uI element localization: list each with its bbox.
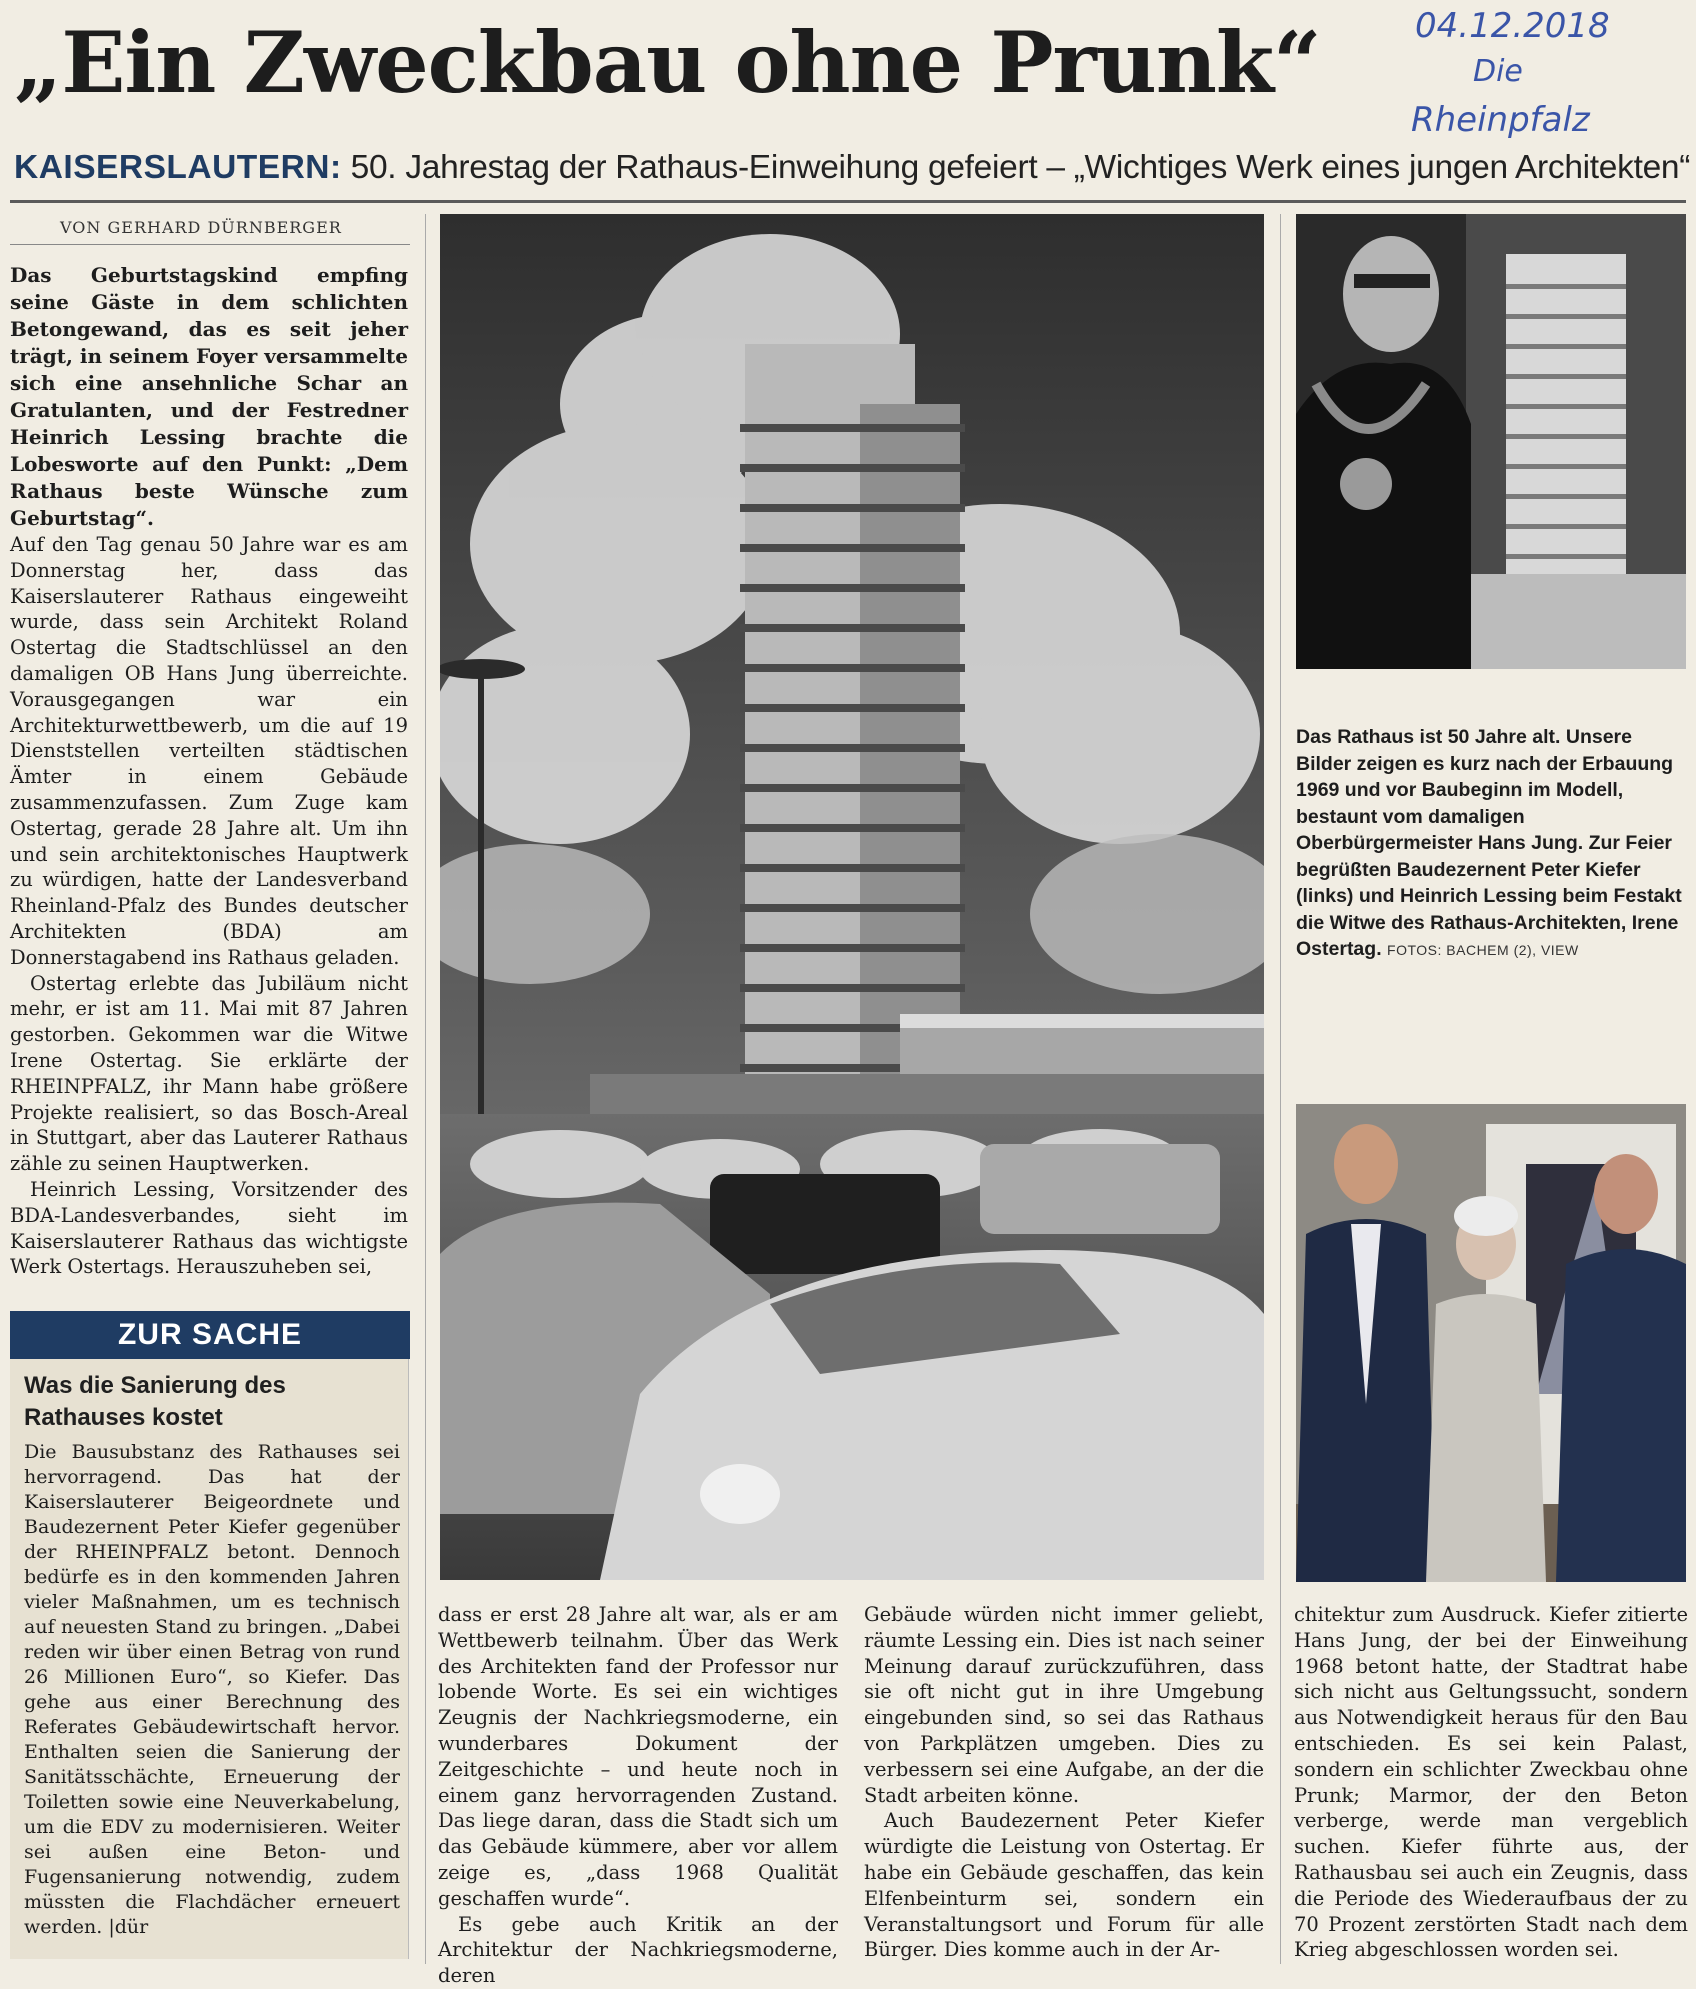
column-1-paragraph-3: Heinrich Lessing, Vorsitzender des BDA-Landesverbandes, sieht im Kaiserslauterer Rathaus das wichtigste Werk Ostertags. Herauszuheben sei,	[10, 1177, 408, 1279]
handwritten-source-line2: Rheinpfalz	[1411, 100, 1590, 140]
column-1	[10, 532, 408, 1280]
column-4	[1294, 1602, 1688, 1963]
kicker: KAISERSLAUTERN:	[14, 149, 342, 186]
column-4-paragraph-1: chitektur zum Ausdruck. Kiefer zitierte Hans Jung, der bei der Einweihung 1968 betont hatte, der Stadtrat habe sich nicht aus Geltungssucht, sondern aus Notwendigkeit heraus für den Bau entschieden. Es sei kein Palast, sondern ein schlichter Zweckbau ohne Prunk; Marmor, der den Beton verberge, werde man vergeblich suchen. Kiefer führte aus, der Rathausbau sei auch ein Zeugnis, dass die Periode des Wiederaufbaus der zu 70 Prozent zerstörten Stadt nach dem Krieg abgeschlossen worden sei.	[1294, 1603, 1688, 1962]
column-2-paragraph-2: Es gebe auch Kritik an der Architektur der Nachkriegsmoderne, deren	[438, 1912, 838, 1988]
lead-paragraph: Das Geburtstagskind empfing seine Gäste in dem schlichten Betongewand, das es seit jeher trägt, in seinem Foyer versammelte sich eine ansehnliche Schar an Gratulanten, und der Festredner Heinrich Lessing brachte die Lobesworte auf den Punkt: „Dem Rathaus beste Wünsche zum Geburtstag“.	[10, 263, 408, 530]
column-3-paragraph-2: Auch Baudezernent Peter Kiefer würdigte die Leistung von Ostertag. Er habe ein Gebäude geschaffen, das kein Elfenbeinturm sei, sondern ein Veranstaltungsort und Forum für alle Bürger. Dies komme auch in der Ar-	[864, 1809, 1264, 1962]
column-2	[438, 1602, 838, 1989]
photo-credit: FOTOS: BACHEM (2), VIEW	[1387, 942, 1579, 958]
column-divider-2	[1280, 214, 1281, 1964]
column-3-paragraph-1: Gebäude würden nicht immer geliebt, räumte Lessing ein. Dies ist nach seiner Meinung darauf zurückzuführen, dass sie oft nicht gut in ihre Umgebung eingebunden sind, so sei das Rathaus von Parkplätzen umgeben. Dies zu verbessern sei eine Aufgabe, an der die Stadt arbeiten könne.	[864, 1603, 1264, 1807]
photo-rathaus-1969	[440, 214, 1264, 1580]
sidebar-text: Die Bausubstanz des Rathauses sei hervorragend. Das hat der Kaiserslauterer Beigeordnete und Baudezernent Peter Kiefer gegenüber der RHEINPFALZ betont. Dennoch bedürfe es in den kommenden Jahren vieler Maßnahmen, um es technisch auf neuesten Stand zu bringen. „Dabei reden wir über einen Betrag von rund 26 Millionen Euro“, so Kiefer. Das gehe aus einer Berechnung des Referates Gebäudewirtschaft hervor. Enthalten seien die Sanierung der Sanitätsschächte, Erneuerung der Toiletten sowie eine Neuverkabelung, um die EDV zu modernisieren. Weiter sei außen eine Beton- und Fugensanierung notwendig, zudem müssten die Flachdächer erneuert werden. |dür	[24, 1441, 400, 1938]
sidebar-header: ZUR SACHE	[10, 1311, 410, 1359]
subheadline	[14, 146, 1691, 190]
column-1-paragraph-2: Ostertag erlebte das Jubiläum nicht mehr, er ist am 11. Mai mit 87 Jahren gestorben. Gekommen war die Witwe Irene Ostertag. Sie erklärte der RHEINPFALZ, ihr Mann habe größere Projekte realisiert, so das Bosch-Areal in Stuttgart, aber das Lauterer Rathaus zähle zu seinen Hauptwerken.	[10, 971, 408, 1176]
handwritten-note	[1395, 6, 1685, 146]
byline-rule	[10, 244, 410, 245]
header-rule	[10, 200, 1686, 203]
column-2-paragraph-1: dass er erst 28 Jahre alt war, als er am Wettbewerb teilnahm. Über das Werk des Architekten fand der Professor nur lobende Worte. Es sei ein wichtiges Zeugnis der Nachkriegsmoderne, ein wunderbares Dokument der Zeitgeschichte – und heute noch in einem ganz hervorragenden Zustand. Das liege daran, dass die Stadt sich um das Gebäude kümmere, aber vor allem zeige es, „dass 1968 Qualität geschaffen wurde“.	[438, 1603, 838, 1910]
column-3	[864, 1602, 1264, 1963]
subheadline-text: 50. Jahrestag der Rathaus-Einweihung gefeiert – „Wichtiges Werk eines jungen Architekten“	[350, 149, 1691, 186]
handwritten-date: 04.12.2018	[1415, 6, 1610, 46]
headline: „Ein Zweckbau ohne Prunk“	[14, 13, 1321, 112]
byline: VON GERHARD DÜRNBERGER	[60, 218, 342, 237]
handwritten-source-line1: Die	[1473, 54, 1523, 89]
photo-ceremony-guests	[1296, 1104, 1686, 1582]
column-divider-1	[425, 214, 426, 1964]
caption-text: Das Rathaus ist 50 Jahre alt. Unsere Bilder zeigen es kurz nach der Erbauung 1969 und vor Baubeginn im Modell, bestaunt vom damaligen Oberbürgermeister Hans Jung. Zur Feier begrüßten Baudezernent Peter Kiefer (links) und Heinrich Lessing beim Festakt die Witwe des Rathaus-Architekten, Irene Ostertag.	[1296, 726, 1682, 960]
photo-caption	[1296, 724, 1686, 964]
sidebar-title: Was die Sanierung des Rathauses kostet	[24, 1372, 286, 1431]
column-1-paragraph-1: Auf den Tag genau 50 Jahre war es am Donnerstag her, dass das Kaiserslauterer Rathaus eingeweiht wurde, dass sein Architekt Roland Ostertag die Stadtschlüssel an den damaligen OB Hans Jung überreichte. Vorausgegangen war ein Architekturwettbewerb, um die auf 19 Dienststellen verteilten städtischen Ämter in einem Gebäude zusammenzufassen. Zum Zuge kam Ostertag, gerade 28 Jahre alt. Um ihn und sein architektonisches Hauptwerk zu würdigen, hatte der Landesverband Rheinland-Pfalz des Bundes deutscher Architekten (BDA) am Donnerstagabend ins Rathaus geladen.	[10, 533, 408, 969]
photo-mayor-with-model	[1296, 214, 1686, 669]
